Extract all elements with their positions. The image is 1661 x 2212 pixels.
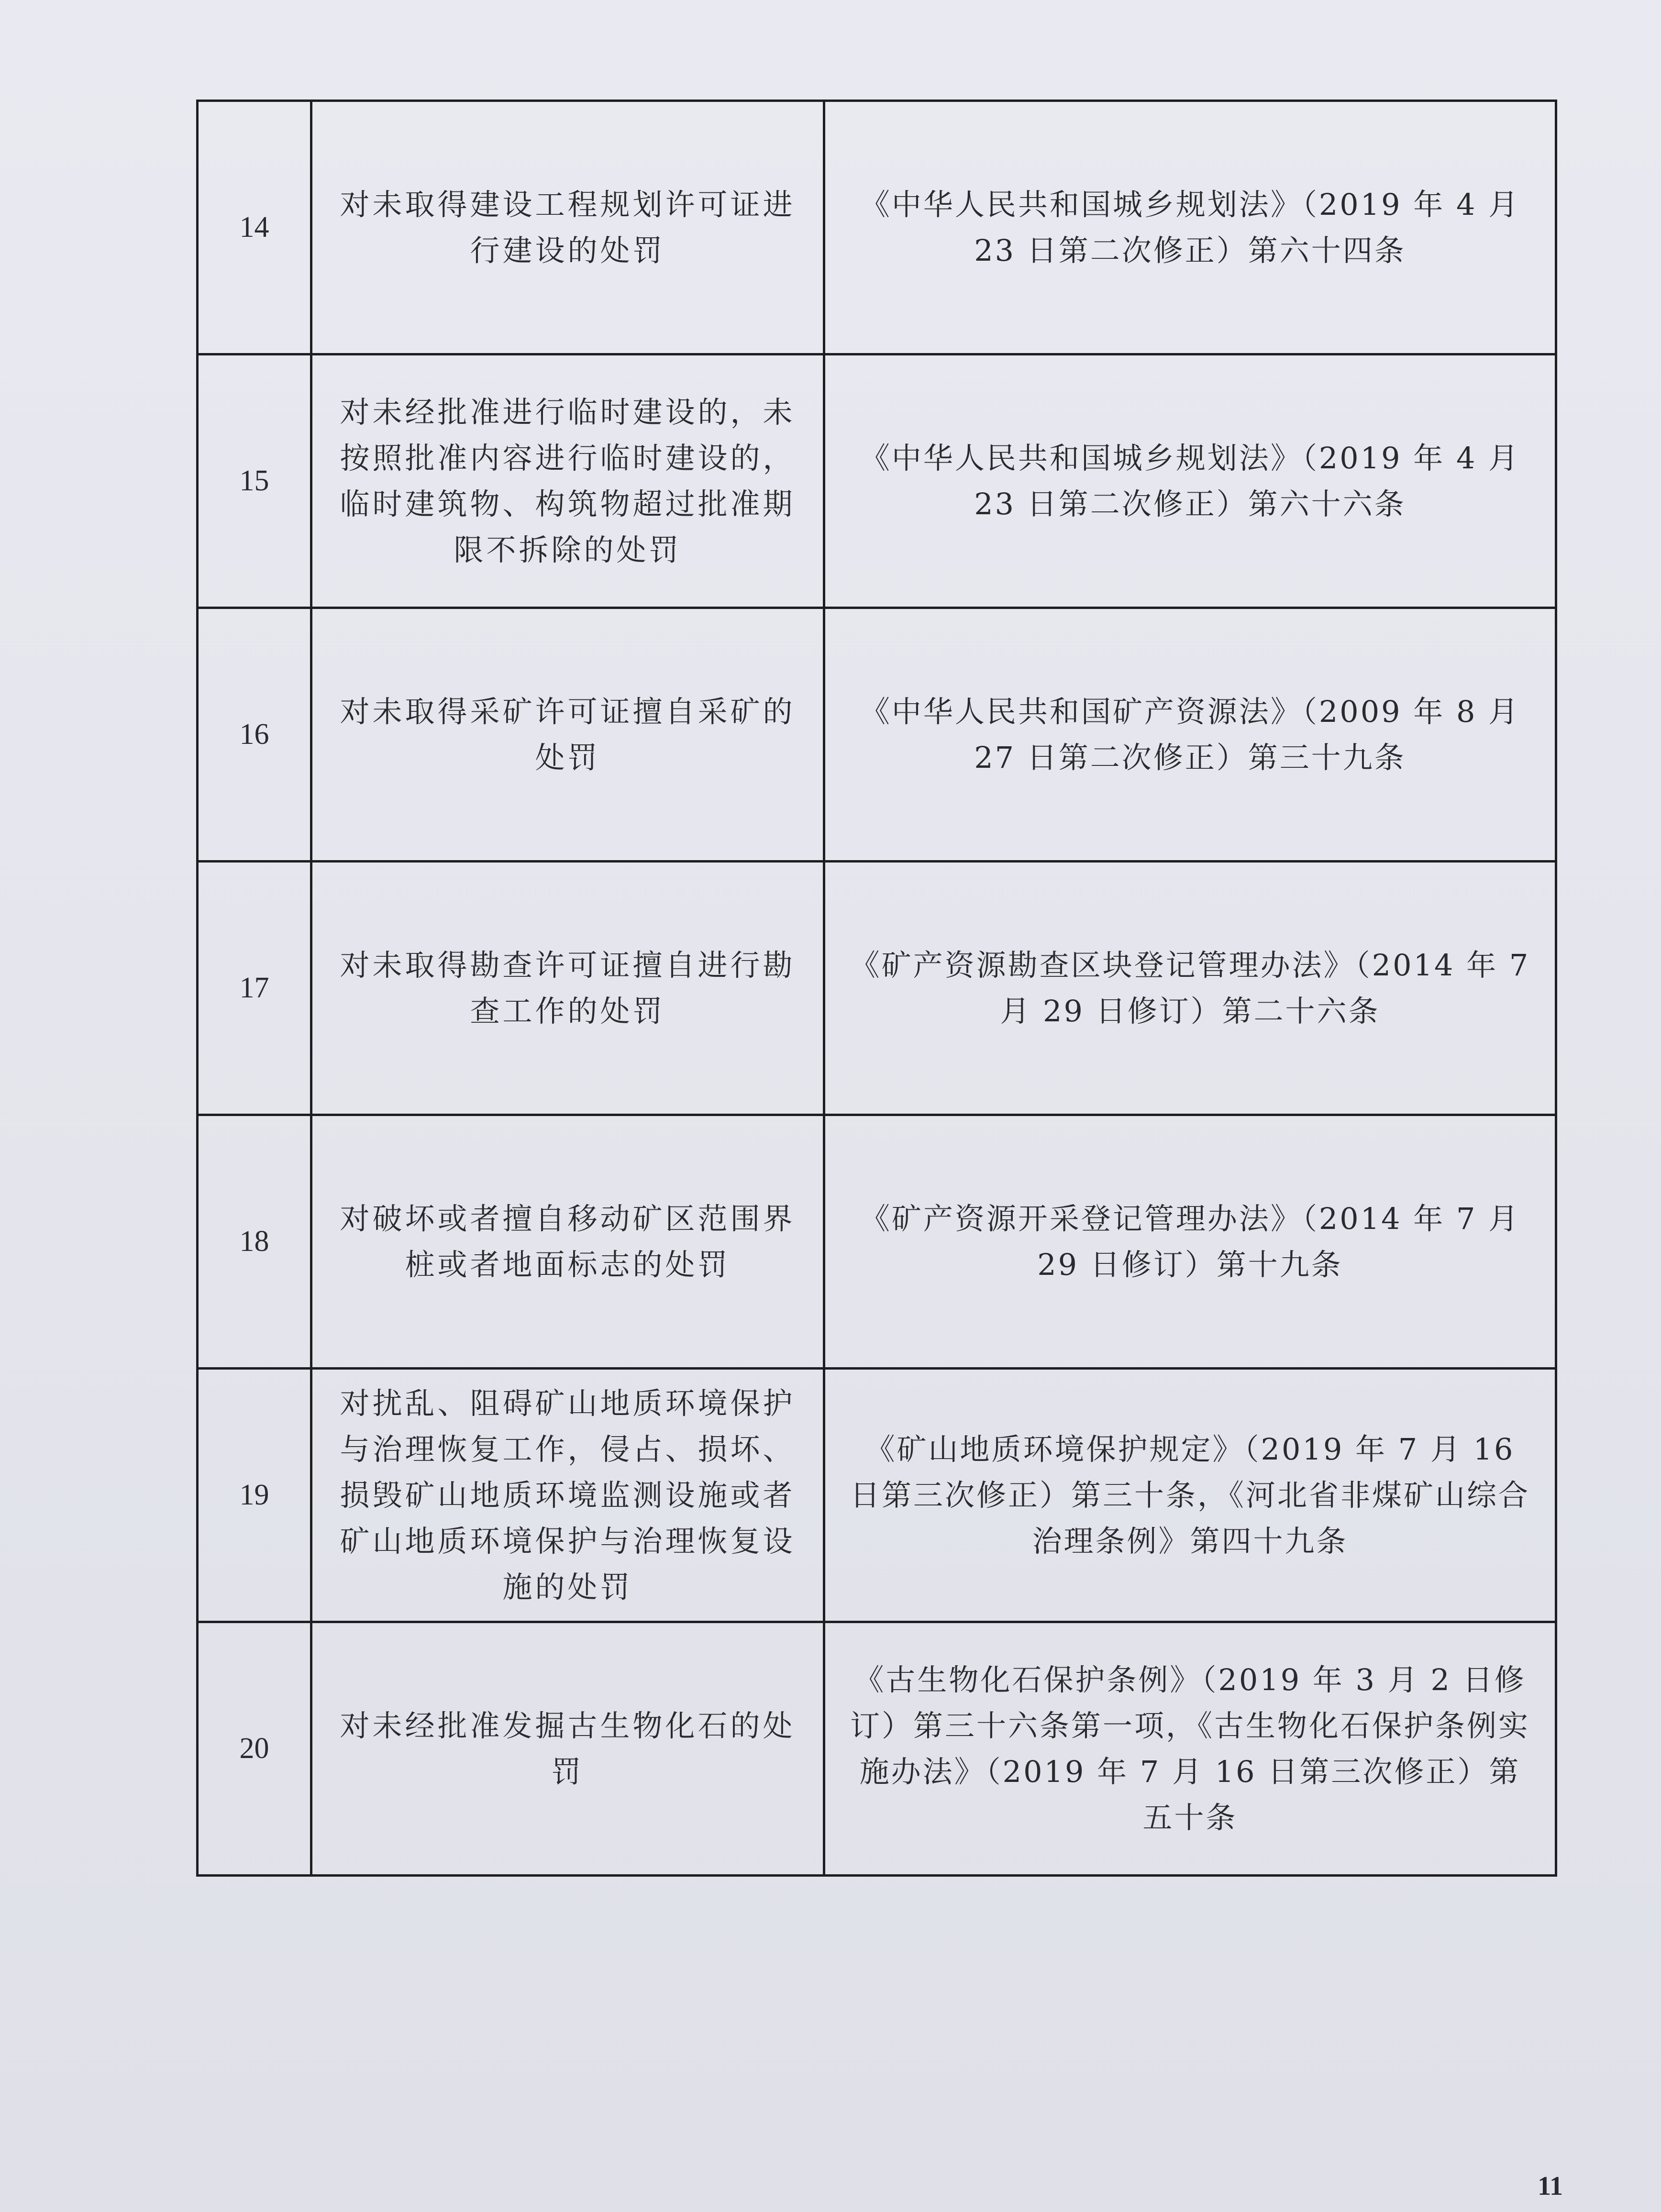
table-row xyxy=(198,608,1556,862)
legal-basis: 《矿产资源开采登记管理办法》（2014 年 7 月 29 日修订）第十九条 xyxy=(824,1115,1556,1369)
legal-basis: 《中华人民共和国城乡规划法》（2019 年 4 月 23 日第二次修正）第六十四条 xyxy=(824,101,1556,354)
table-row xyxy=(198,1622,1556,1876)
penalty-item: 对扰乱、阻碍矿山地质环境保护与治理恢复工作，侵占、损坏、损毁矿山地质环境监测设施或者矿山地质环境保护与治理恢复设施的处罚 xyxy=(311,1369,824,1622)
row-number: 20 xyxy=(198,1622,311,1876)
legal-basis: 《古生物化石保护条例》（2019 年 3 月 2 日修订）第三十六条第一项，《古生物化石保护条例实施办法》（2019 年 7 月 16 日第三次修正）第五十条 xyxy=(824,1622,1556,1876)
page-number: 11 xyxy=(1538,2171,1563,2201)
legal-basis: 《矿产资源勘查区块登记管理办法》（2014 年 7 月 29 日修订）第二十六条 xyxy=(824,862,1556,1115)
penalty-item: 对未取得建设工程规划许可证进行建设的处罚 xyxy=(311,101,824,354)
penalty-item: 对未经批准进行临时建设的，未按照批准内容进行临时建设的，临时建筑物、构筑物超过批准期限不拆除的处罚 xyxy=(311,354,824,608)
table-row xyxy=(198,354,1556,608)
row-number: 17 xyxy=(198,862,311,1115)
row-number: 18 xyxy=(198,1115,311,1369)
legal-basis: 《矿山地质环境保护规定》（2019 年 7 月 16 日第三次修正）第三十条，《河北省非煤矿山综合治理条例》第四十九条 xyxy=(824,1369,1556,1622)
row-number: 14 xyxy=(198,101,311,354)
penalty-table xyxy=(196,100,1557,1877)
table-row xyxy=(198,101,1556,354)
penalty-item: 对未取得勘查许可证擅自进行勘查工作的处罚 xyxy=(311,862,824,1115)
penalty-item: 对未取得采矿许可证擅自采矿的处罚 xyxy=(311,608,824,862)
row-number: 15 xyxy=(198,354,311,608)
table-row xyxy=(198,1369,1556,1622)
penalty-item: 对破坏或者擅自移动矿区范围界桩或者地面标志的处罚 xyxy=(311,1115,824,1369)
row-number: 19 xyxy=(198,1369,311,1622)
penalty-item: 对未经批准发掘古生物化石的处罚 xyxy=(311,1622,824,1876)
table-row xyxy=(198,1115,1556,1369)
legal-basis: 《中华人民共和国矿产资源法》（2009 年 8 月 27 日第二次修正）第三十九条 xyxy=(824,608,1556,862)
row-number: 16 xyxy=(198,608,311,862)
table-row xyxy=(198,862,1556,1115)
legal-basis: 《中华人民共和国城乡规划法》（2019 年 4 月 23 日第二次修正）第六十六条 xyxy=(824,354,1556,608)
